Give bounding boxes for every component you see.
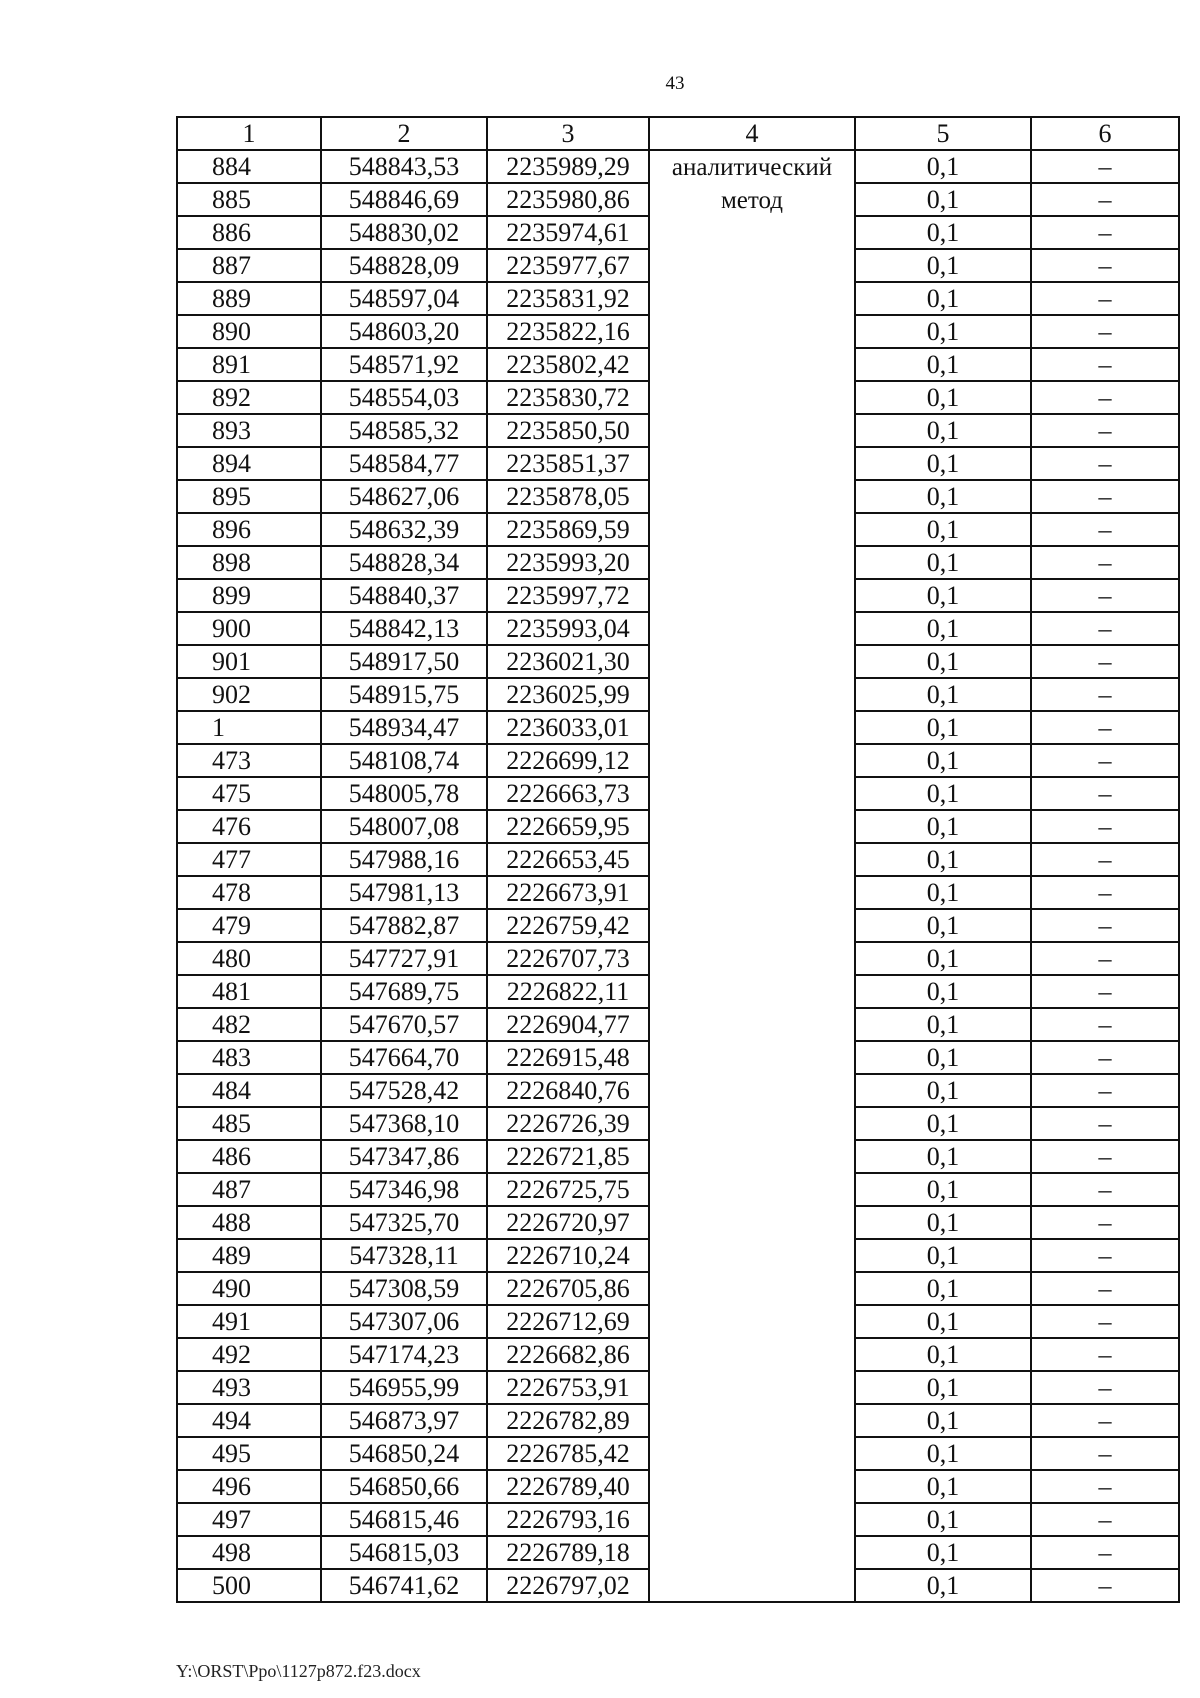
point-number-cell: 884 [177, 150, 321, 183]
note-cell: – [1031, 381, 1179, 414]
point-number-cell: 483 [177, 1041, 321, 1074]
y-coordinate-cell: 2226785,42 [487, 1437, 649, 1470]
point-number-cell: 896 [177, 513, 321, 546]
y-coordinate-cell: 2235974,61 [487, 216, 649, 249]
x-coordinate-cell: 547325,70 [321, 1206, 487, 1239]
x-coordinate-cell: 547528,42 [321, 1074, 487, 1107]
accuracy-cell: 0,1 [855, 975, 1031, 1008]
note-cell: – [1031, 282, 1179, 315]
accuracy-cell: 0,1 [855, 282, 1031, 315]
x-coordinate-cell: 548840,37 [321, 579, 487, 612]
note-cell: – [1031, 183, 1179, 216]
accuracy-cell: 0,1 [855, 909, 1031, 942]
y-coordinate-cell: 2235869,59 [487, 513, 649, 546]
page-number: 43 [665, 73, 685, 94]
note-cell: – [1031, 447, 1179, 480]
accuracy-cell: 0,1 [855, 1239, 1031, 1272]
x-coordinate-cell: 546955,99 [321, 1371, 487, 1404]
point-number-cell: 475 [177, 777, 321, 810]
x-coordinate-cell: 546815,03 [321, 1536, 487, 1569]
header-cell-1: 1 [177, 117, 321, 150]
accuracy-cell: 0,1 [855, 1470, 1031, 1503]
x-coordinate-cell: 548584,77 [321, 447, 487, 480]
accuracy-cell: 0,1 [855, 1272, 1031, 1305]
x-coordinate-cell: 548915,75 [321, 678, 487, 711]
y-coordinate-cell: 2226789,18 [487, 1536, 649, 1569]
note-cell: – [1031, 843, 1179, 876]
point-number-cell: 895 [177, 480, 321, 513]
point-number-cell: 493 [177, 1371, 321, 1404]
note-cell: – [1031, 348, 1179, 381]
x-coordinate-cell: 548846,69 [321, 183, 487, 216]
note-cell: – [1031, 777, 1179, 810]
note-cell: – [1031, 711, 1179, 744]
x-coordinate-cell: 548830,02 [321, 216, 487, 249]
note-cell: – [1031, 1305, 1179, 1338]
point-number-cell: 482 [177, 1008, 321, 1041]
y-coordinate-cell: 2235878,05 [487, 480, 649, 513]
accuracy-cell: 0,1 [855, 1041, 1031, 1074]
note-cell: – [1031, 975, 1179, 1008]
point-number-cell: 490 [177, 1272, 321, 1305]
point-number-cell: 497 [177, 1503, 321, 1536]
header-cell-5: 5 [855, 117, 1031, 150]
accuracy-cell: 0,1 [855, 1404, 1031, 1437]
note-cell: – [1031, 942, 1179, 975]
point-number-cell: 899 [177, 579, 321, 612]
note-cell: – [1031, 1437, 1179, 1470]
y-coordinate-cell: 2226789,40 [487, 1470, 649, 1503]
point-number-cell: 489 [177, 1239, 321, 1272]
y-coordinate-cell: 2236033,01 [487, 711, 649, 744]
note-cell: – [1031, 1206, 1179, 1239]
point-number-cell: 496 [177, 1470, 321, 1503]
note-cell: – [1031, 612, 1179, 645]
coordinates-table [176, 116, 1180, 1603]
point-number-cell: 902 [177, 678, 321, 711]
point-number-cell: 486 [177, 1140, 321, 1173]
note-cell: – [1031, 546, 1179, 579]
y-coordinate-cell: 2226759,42 [487, 909, 649, 942]
x-coordinate-cell: 546741,62 [321, 1569, 487, 1602]
x-coordinate-cell: 547328,11 [321, 1239, 487, 1272]
y-coordinate-cell: 2235831,92 [487, 282, 649, 315]
point-number-cell: 481 [177, 975, 321, 1008]
table-row [177, 150, 1179, 183]
note-cell: – [1031, 150, 1179, 183]
y-coordinate-cell: 2235997,72 [487, 579, 649, 612]
note-cell: – [1031, 1371, 1179, 1404]
point-number-cell: 484 [177, 1074, 321, 1107]
note-cell: – [1031, 1536, 1179, 1569]
accuracy-cell: 0,1 [855, 678, 1031, 711]
x-coordinate-cell: 548108,74 [321, 744, 487, 777]
accuracy-cell: 0,1 [855, 447, 1031, 480]
point-number-cell: 485 [177, 1107, 321, 1140]
accuracy-cell: 0,1 [855, 942, 1031, 975]
y-coordinate-cell: 2235993,04 [487, 612, 649, 645]
accuracy-cell: 0,1 [855, 1569, 1031, 1602]
x-coordinate-cell: 548632,39 [321, 513, 487, 546]
accuracy-cell: 0,1 [855, 1107, 1031, 1140]
x-coordinate-cell: 548554,03 [321, 381, 487, 414]
header-row [177, 117, 1179, 150]
accuracy-cell: 0,1 [855, 216, 1031, 249]
x-coordinate-cell: 547368,10 [321, 1107, 487, 1140]
accuracy-cell: 0,1 [855, 249, 1031, 282]
y-coordinate-cell: 2226720,97 [487, 1206, 649, 1239]
accuracy-cell: 0,1 [855, 513, 1031, 546]
accuracy-cell: 0,1 [855, 1173, 1031, 1206]
x-coordinate-cell: 548917,50 [321, 645, 487, 678]
note-cell: – [1031, 909, 1179, 942]
accuracy-cell: 0,1 [855, 711, 1031, 744]
point-number-cell: 886 [177, 216, 321, 249]
x-coordinate-cell: 547988,16 [321, 843, 487, 876]
point-number-cell: 473 [177, 744, 321, 777]
x-coordinate-cell: 548585,32 [321, 414, 487, 447]
note-cell: – [1031, 249, 1179, 282]
x-coordinate-cell: 547727,91 [321, 942, 487, 975]
y-coordinate-cell: 2235980,86 [487, 183, 649, 216]
y-coordinate-cell: 2226710,24 [487, 1239, 649, 1272]
y-coordinate-cell: 2226699,12 [487, 744, 649, 777]
note-cell: – [1031, 1404, 1179, 1437]
header-cell-4: 4 [649, 117, 855, 150]
y-coordinate-cell: 2235851,37 [487, 447, 649, 480]
note-cell: – [1031, 645, 1179, 678]
note-cell: – [1031, 1107, 1179, 1140]
x-coordinate-cell: 547174,23 [321, 1338, 487, 1371]
y-coordinate-cell: 2226793,16 [487, 1503, 649, 1536]
point-number-cell: 494 [177, 1404, 321, 1437]
point-number-cell: 901 [177, 645, 321, 678]
x-coordinate-cell: 547882,87 [321, 909, 487, 942]
note-cell: – [1031, 1470, 1179, 1503]
point-number-cell: 479 [177, 909, 321, 942]
point-number-cell: 488 [177, 1206, 321, 1239]
point-number-cell: 891 [177, 348, 321, 381]
point-number-cell: 487 [177, 1173, 321, 1206]
accuracy-cell: 0,1 [855, 150, 1031, 183]
accuracy-cell: 0,1 [855, 1140, 1031, 1173]
note-cell: – [1031, 744, 1179, 777]
accuracy-cell: 0,1 [855, 579, 1031, 612]
x-coordinate-cell: 547664,70 [321, 1041, 487, 1074]
point-number-cell: 478 [177, 876, 321, 909]
accuracy-cell: 0,1 [855, 546, 1031, 579]
header-cell-3: 3 [487, 117, 649, 150]
y-coordinate-cell: 2226663,73 [487, 777, 649, 810]
point-number-cell: 492 [177, 1338, 321, 1371]
point-number-cell: 480 [177, 942, 321, 975]
accuracy-cell: 0,1 [855, 1074, 1031, 1107]
point-number-cell: 893 [177, 414, 321, 447]
y-coordinate-cell: 2226726,39 [487, 1107, 649, 1140]
accuracy-cell: 0,1 [855, 1503, 1031, 1536]
x-coordinate-cell: 546850,66 [321, 1470, 487, 1503]
point-number-cell: 889 [177, 282, 321, 315]
note-cell: – [1031, 1503, 1179, 1536]
note-cell: – [1031, 480, 1179, 513]
y-coordinate-cell: 2226725,75 [487, 1173, 649, 1206]
point-number-cell: 900 [177, 612, 321, 645]
x-coordinate-cell: 548007,08 [321, 810, 487, 843]
x-coordinate-cell: 547670,57 [321, 1008, 487, 1041]
method-cell [649, 150, 855, 1602]
accuracy-cell: 0,1 [855, 348, 1031, 381]
method-text-line: аналитический [671, 154, 833, 181]
y-coordinate-cell: 2235802,42 [487, 348, 649, 381]
y-coordinate-cell: 2226659,95 [487, 810, 649, 843]
point-number-cell: 495 [177, 1437, 321, 1470]
x-coordinate-cell: 548005,78 [321, 777, 487, 810]
x-coordinate-cell: 548828,09 [321, 249, 487, 282]
x-coordinate-cell: 548627,06 [321, 480, 487, 513]
note-cell: – [1031, 1569, 1179, 1602]
x-coordinate-cell: 547981,13 [321, 876, 487, 909]
x-coordinate-cell: 548603,20 [321, 315, 487, 348]
x-coordinate-cell: 546873,97 [321, 1404, 487, 1437]
note-cell: – [1031, 1008, 1179, 1041]
accuracy-cell: 0,1 [855, 1338, 1031, 1371]
y-coordinate-cell: 2226822,11 [487, 975, 649, 1008]
point-number-cell: 498 [177, 1536, 321, 1569]
y-coordinate-cell: 2236021,30 [487, 645, 649, 678]
y-coordinate-cell: 2226721,85 [487, 1140, 649, 1173]
accuracy-cell: 0,1 [855, 645, 1031, 678]
accuracy-cell: 0,1 [855, 876, 1031, 909]
accuracy-cell: 0,1 [855, 1437, 1031, 1470]
header-cell-2: 2 [321, 117, 487, 150]
note-cell: – [1031, 1074, 1179, 1107]
x-coordinate-cell: 548571,92 [321, 348, 487, 381]
note-cell: – [1031, 1272, 1179, 1305]
x-coordinate-cell: 547689,75 [321, 975, 487, 1008]
y-coordinate-cell: 2236025,99 [487, 678, 649, 711]
y-coordinate-cell: 2235989,29 [487, 150, 649, 183]
accuracy-cell: 0,1 [855, 612, 1031, 645]
note-cell: – [1031, 315, 1179, 348]
x-coordinate-cell: 546850,24 [321, 1437, 487, 1470]
y-coordinate-cell: 2226753,91 [487, 1371, 649, 1404]
point-number-cell: 887 [177, 249, 321, 282]
y-coordinate-cell: 2226840,76 [487, 1074, 649, 1107]
y-coordinate-cell: 2235830,72 [487, 381, 649, 414]
accuracy-cell: 0,1 [855, 1008, 1031, 1041]
accuracy-cell: 0,1 [855, 414, 1031, 447]
note-cell: – [1031, 1041, 1179, 1074]
point-number-cell: 500 [177, 1569, 321, 1602]
x-coordinate-cell: 548934,47 [321, 711, 487, 744]
accuracy-cell: 0,1 [855, 183, 1031, 216]
y-coordinate-cell: 2226682,86 [487, 1338, 649, 1371]
note-cell: – [1031, 1338, 1179, 1371]
point-number-cell: 890 [177, 315, 321, 348]
note-cell: – [1031, 810, 1179, 843]
note-cell: – [1031, 216, 1179, 249]
accuracy-cell: 0,1 [855, 1536, 1031, 1569]
accuracy-cell: 0,1 [855, 777, 1031, 810]
note-cell: – [1031, 1140, 1179, 1173]
point-number-cell: 477 [177, 843, 321, 876]
y-coordinate-cell: 2226705,86 [487, 1272, 649, 1305]
x-coordinate-cell: 548842,13 [321, 612, 487, 645]
point-number-cell: 491 [177, 1305, 321, 1338]
y-coordinate-cell: 2235977,67 [487, 249, 649, 282]
point-number-cell: 885 [177, 183, 321, 216]
note-cell: – [1031, 579, 1179, 612]
accuracy-cell: 0,1 [855, 480, 1031, 513]
accuracy-cell: 0,1 [855, 810, 1031, 843]
note-cell: – [1031, 1173, 1179, 1206]
accuracy-cell: 0,1 [855, 1371, 1031, 1404]
method-text-line: метод [720, 187, 783, 214]
note-cell: – [1031, 513, 1179, 546]
point-number-cell: 1 [177, 711, 321, 744]
accuracy-cell: 0,1 [855, 381, 1031, 414]
y-coordinate-cell: 2226904,77 [487, 1008, 649, 1041]
x-coordinate-cell: 548828,34 [321, 546, 487, 579]
x-coordinate-cell: 546815,46 [321, 1503, 487, 1536]
table-body [177, 150, 1179, 1602]
y-coordinate-cell: 2235993,20 [487, 546, 649, 579]
point-number-cell: 894 [177, 447, 321, 480]
x-coordinate-cell: 547347,86 [321, 1140, 487, 1173]
x-coordinate-cell: 547346,98 [321, 1173, 487, 1206]
y-coordinate-cell: 2226782,89 [487, 1404, 649, 1437]
y-coordinate-cell: 2226915,48 [487, 1041, 649, 1074]
note-cell: – [1031, 414, 1179, 447]
y-coordinate-cell: 2235822,16 [487, 315, 649, 348]
x-coordinate-cell: 548843,53 [321, 150, 487, 183]
y-coordinate-cell: 2226797,02 [487, 1569, 649, 1602]
y-coordinate-cell: 2235850,50 [487, 414, 649, 447]
note-cell: – [1031, 1239, 1179, 1272]
y-coordinate-cell: 2226653,45 [487, 843, 649, 876]
footer-file-path: Y:\ORST\Ppo\1127p872.f23.docx [176, 1661, 421, 1681]
y-coordinate-cell: 2226707,73 [487, 942, 649, 975]
y-coordinate-cell: 2226673,91 [487, 876, 649, 909]
point-number-cell: 476 [177, 810, 321, 843]
x-coordinate-cell: 547308,59 [321, 1272, 487, 1305]
accuracy-cell: 0,1 [855, 843, 1031, 876]
point-number-cell: 898 [177, 546, 321, 579]
x-coordinate-cell: 548597,04 [321, 282, 487, 315]
note-cell: – [1031, 678, 1179, 711]
x-coordinate-cell: 547307,06 [321, 1305, 487, 1338]
note-cell: – [1031, 876, 1179, 909]
accuracy-cell: 0,1 [855, 315, 1031, 348]
accuracy-cell: 0,1 [855, 1206, 1031, 1239]
point-number-cell: 892 [177, 381, 321, 414]
accuracy-cell: 0,1 [855, 744, 1031, 777]
y-coordinate-cell: 2226712,69 [487, 1305, 649, 1338]
accuracy-cell: 0,1 [855, 1305, 1031, 1338]
header-cell-6: 6 [1031, 117, 1179, 150]
